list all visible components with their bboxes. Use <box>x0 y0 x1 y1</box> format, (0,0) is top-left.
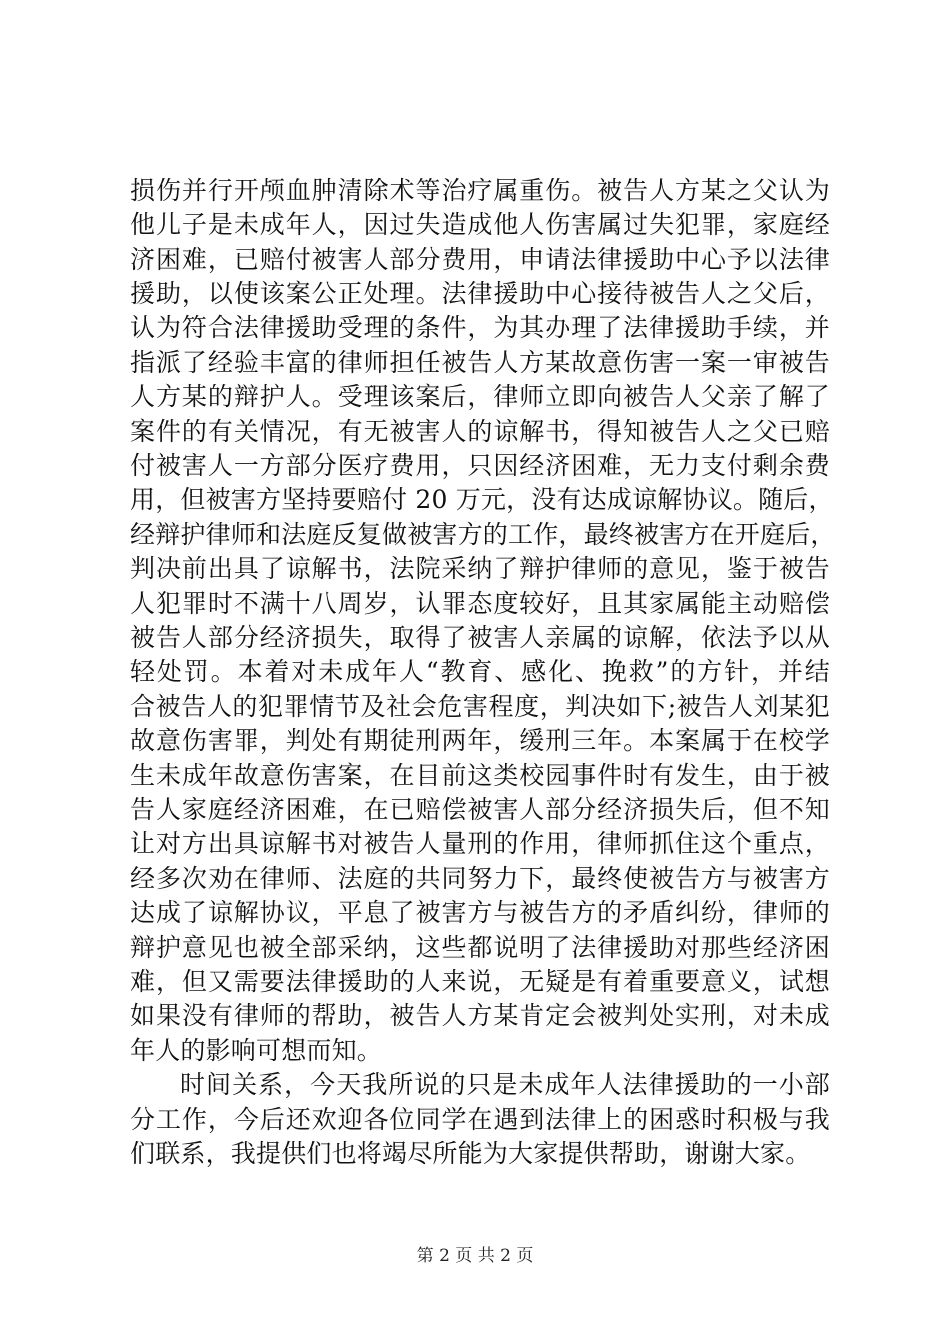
text-line: 用，但被害方坚持要赔付 20 万元，没有达成谅解协议。随后， <box>130 485 834 514</box>
text-line: 告人家庭经济困难，在已赔偿被害人部分经济损失后，但不知 <box>130 795 830 824</box>
text-line: 认为符合法律援助受理的条件，为其办理了法律援助手续，并 <box>130 313 830 342</box>
page-number-footer: 第 2 页 共 2 页 <box>416 1246 534 1266</box>
text-line: 济困难，已赔付被害人部分费用，申请法律援助中心予以法律 <box>130 245 830 274</box>
text-line: 经辩护律师和法庭反复做被害方的工作，最终被害方在开庭后， <box>130 520 836 549</box>
text-line: 达成了谅解协议，平息了被害方与被告方的矛盾纠纷，律师的 <box>130 898 830 927</box>
text-line: 人犯罪时不满十八周岁，认罪态度较好，且其家属能主动赔偿 <box>130 589 830 618</box>
text-line: 生未成年故意伤害案，在目前这类校园事件时有发生，由于被 <box>130 761 830 790</box>
text-line: 难，但又需要法律援助的人来说，无疑是有着重要意义，试想 <box>130 967 830 996</box>
text-line: 判决前出具了谅解书，法院采纳了辩护律师的意见，鉴于被告 <box>130 554 830 583</box>
text-line: 如果没有律师的帮助，被告人方某肯定会被判处实刑，对未成 <box>130 1001 830 1030</box>
text-line: 合被告人的犯罪情节及社会危害程度，判决如下;被告人刘某犯 <box>130 692 830 721</box>
text-line: 案件的有关情况，有无被害人的谅解书，得知被告人之父已赔 <box>130 417 830 446</box>
text-line: 让对方出具谅解书对被告人量刑的作用，律师抓住这个重点， <box>130 829 830 858</box>
text-line: 轻处罚。本着对未成年人“教育、感化、挽救”的方针，并结 <box>130 657 830 686</box>
text-line: 年人的影响可想而知。 <box>130 1036 383 1065</box>
text-line: 人方某的辩护人。受理该案后，律师立即向被告人父亲了解了 <box>130 382 830 411</box>
text-line: 被告人部分经济损失，取得了被害人亲属的谅解，依法予以从 <box>130 623 830 652</box>
text-line: 辩护意见也被全部采纳，这些都说明了法律援助对那些经济困 <box>130 933 830 962</box>
text-line: 付被害人一方部分医疗费用，只因经济困难，无力支付剩余费 <box>130 451 830 480</box>
text-line: 经多次劝在律师、法庭的共同努力下，最终使被告方与被害方 <box>130 864 830 893</box>
closing-paragraph-line: 时间关系，今天我所说的只是未成年人法律援助的一小部 <box>180 1070 830 1099</box>
text-line: 指派了经验丰富的律师担任被告人方某故意伤害一案一审被告 <box>130 348 830 377</box>
text-line: 故意伤害罪，判处有期徒刑两年，缓刑三年。本案属于在校学 <box>130 726 830 755</box>
text-line: 援助，以使该案公正处理。法律援助中心接待被告人之父后， <box>130 279 830 308</box>
text-line: 他儿子是未成年人，因过失造成他人伤害属过失犯罪，家庭经 <box>130 210 830 239</box>
closing-paragraph-line: 分工作，今后还欢迎各位同学在遇到法律上的困惑时积极与我 <box>130 1105 830 1134</box>
closing-paragraph-line: 们联系，我提供们也将竭尽所能为大家提供帮助，谢谢大家。 <box>130 1139 811 1168</box>
text-line: 损伤并行开颅血肿清除术等治疗属重伤。被告人方某之父认为 <box>130 176 830 205</box>
